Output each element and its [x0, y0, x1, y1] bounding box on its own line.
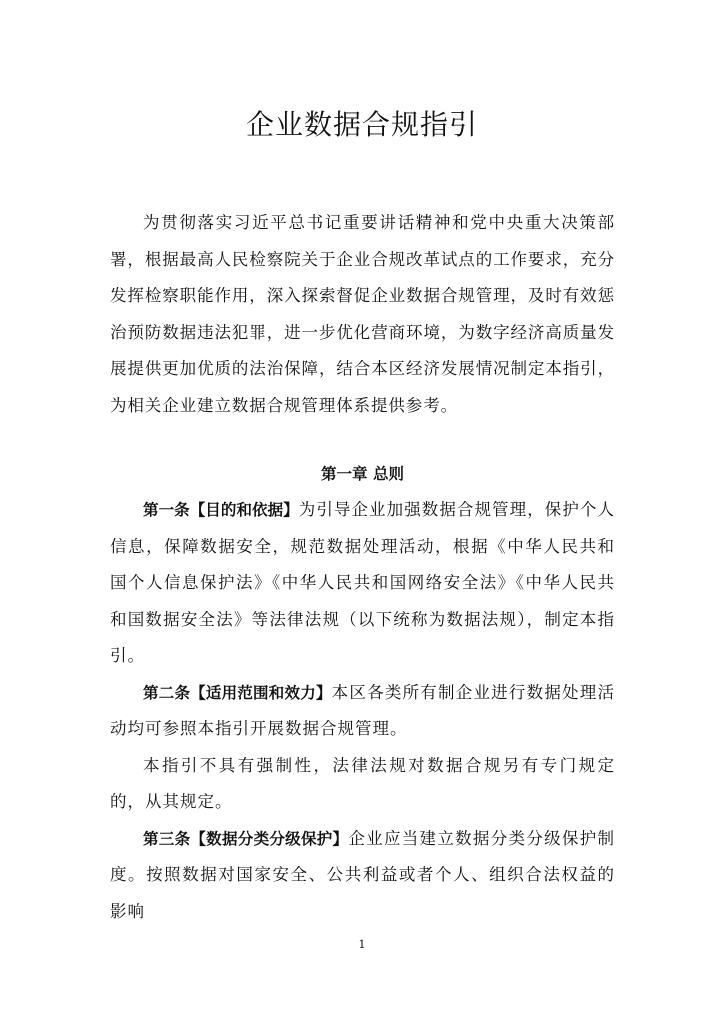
article-2-body: 本区各类所有制企业进行数据处理活动均可参照本指引开展数据合规管理。	[110, 682, 615, 738]
article-1	[110, 492, 615, 675]
document-title: 企业数据合规指引	[245, 108, 478, 141]
document-body	[110, 205, 615, 930]
article-2	[110, 675, 615, 748]
article-1-title: 第一条【目的和依据】	[143, 501, 299, 519]
chapter-heading: 第一章 总则	[321, 465, 404, 483]
article-1-body: 为引导企业加强数据合规管理，保护个人信息，保障数据安全，规范数据处理活动，根据《中华人民共和国个人信息保护法》《中华人民共和国网络安全法》《中华人民共和国数据安全法》等法律法规（以下统称为数据法规），制定本指引。	[110, 500, 615, 665]
article-2-paragraph-2-body: 本指引不具有强制性，法律法规对数据合规另有专门规定的，从其规定。	[110, 755, 615, 811]
article-3-body: 企业应当建立数据分类分级保护制度。按照数据对国家安全、公共利益或者个人、组织合法权益的影响	[110, 828, 615, 921]
page-number: 1	[358, 938, 366, 951]
article-3-title: 第三条【数据分类分级保护】	[143, 829, 349, 848]
article-2-paragraph-2	[110, 748, 615, 821]
intro-paragraph: 为贯彻落实习近平总书记重要讲话精神和党中央重大决策部署，根据最高人民检察院关于企业合规改革试点的工作要求，充分发挥检察职能作用，深入探索督促企业数据合规管理，及时有效惩治预防数据违法犯罪，进一步优化营商环境，为数字经济高质量发展提供更加优质的法治保障，结合本区经济发展情况制定本指引，为相关企业建立数据合规管理体系提供参考。	[110, 213, 615, 415]
article-2-title: 第二条【适用范围和效力】	[143, 683, 332, 702]
article-3	[110, 821, 615, 931]
